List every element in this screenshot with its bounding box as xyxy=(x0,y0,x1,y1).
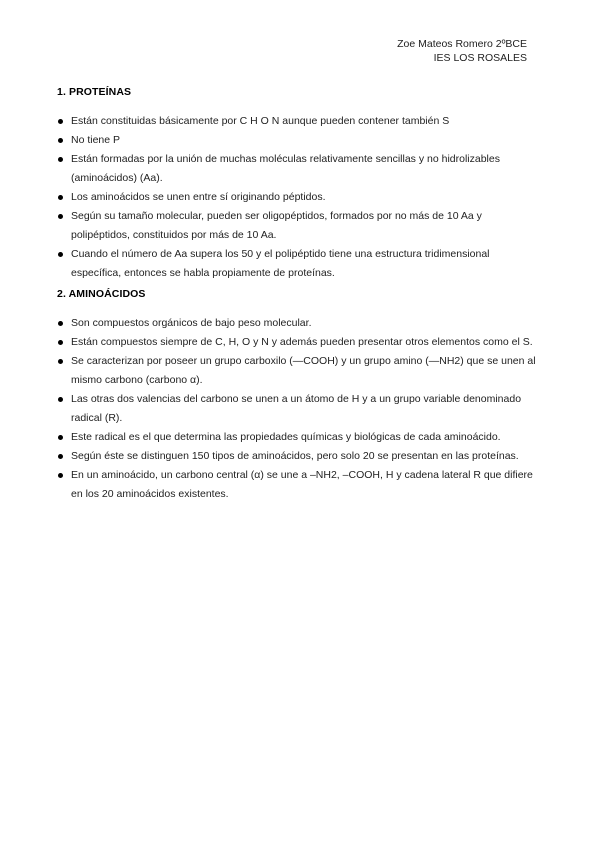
list-item-text: Este radical es el que determina las propiedades químicas y biológicas de cada aminoácido. xyxy=(71,431,501,443)
list-item-text: Se caracterizan por poseer un grupo carboxilo (—COOH) y un grupo amino (—NH2) que se unen al mismo carbono (carbono α). xyxy=(71,355,536,386)
list-item xyxy=(57,150,537,188)
list-item xyxy=(57,352,537,390)
list-item-text: Están constituidas básicamente por C H O N aunque pueden contener también S xyxy=(71,115,450,127)
list-item-text: Son compuestos orgánicos de bajo peso molecular. xyxy=(71,317,312,329)
bullet-icon xyxy=(58,119,63,124)
bullet-icon xyxy=(58,473,63,478)
list-item xyxy=(57,207,537,245)
list-item-text: Según su tamaño molecular, pueden ser oligopéptidos, formados por no más de 10 Aa y polipéptidos, constituidos por más de 10 Aa. xyxy=(71,210,482,241)
school-line: IES LOS ROSALES xyxy=(433,52,527,64)
list-item-text: En un aminoácido, un carbono central (α) se une a –NH2, –COOH, H y cadena lateral R que difiere en los 20 aminoácidos existentes. xyxy=(71,469,533,500)
list-item-text: Cuando el número de Aa supera los 50 y el polipéptido tiene una estructura tridimensional específica, entonces se habla propiamente de proteínas. xyxy=(71,248,490,279)
list-item-text: Los aminoácidos se unen entre sí originando péptidos. xyxy=(71,191,326,203)
list-item xyxy=(57,245,537,283)
bullet-icon xyxy=(58,340,63,345)
bullet-icon xyxy=(58,321,63,326)
list-item xyxy=(57,428,537,447)
list-item-text: Las otras dos valencias del carbono se unen a un átomo de H y a un grupo variable denominado radical (R). xyxy=(71,393,522,424)
document-header xyxy=(397,37,527,65)
list-item-text: Según éste se distinguen 150 tipos de aminoácidos, pero solo 20 se presentan en las proteínas. xyxy=(71,450,519,462)
bullet-icon xyxy=(58,214,63,219)
bullet-icon xyxy=(58,397,63,402)
bullet-list xyxy=(57,112,537,283)
section-aminoacidos xyxy=(57,288,537,504)
list-item xyxy=(57,333,537,352)
bullet-icon xyxy=(58,157,63,162)
section-title: 1. PROTEÍNAS xyxy=(57,86,132,98)
list-item-text: Están compuestos siempre de C, H, O y N y además pueden presentar otros elementos como el S. xyxy=(71,336,533,348)
list-item xyxy=(57,447,537,466)
bullet-icon xyxy=(58,435,63,440)
section-proteinas xyxy=(57,86,537,283)
list-item xyxy=(57,390,537,428)
bullet-list xyxy=(57,314,537,504)
bullet-icon xyxy=(58,195,63,200)
list-item xyxy=(57,112,537,131)
list-item xyxy=(57,131,537,150)
list-item-text: No tiene P xyxy=(71,134,121,146)
list-item xyxy=(57,466,537,504)
section-title: 2. AMINOÁCIDOS xyxy=(57,288,146,300)
list-item xyxy=(57,188,537,207)
list-item-text: Están formadas por la unión de muchas moléculas relativamente sencillas y no hidrolizables (aminoácidos) (Aa). xyxy=(71,153,500,184)
bullet-icon xyxy=(58,252,63,257)
bullet-icon xyxy=(58,454,63,459)
bullet-icon xyxy=(58,359,63,364)
author-line: Zoe Mateos Romero 2ºBCE xyxy=(397,38,527,50)
list-item xyxy=(57,314,537,333)
bullet-icon xyxy=(58,138,63,143)
